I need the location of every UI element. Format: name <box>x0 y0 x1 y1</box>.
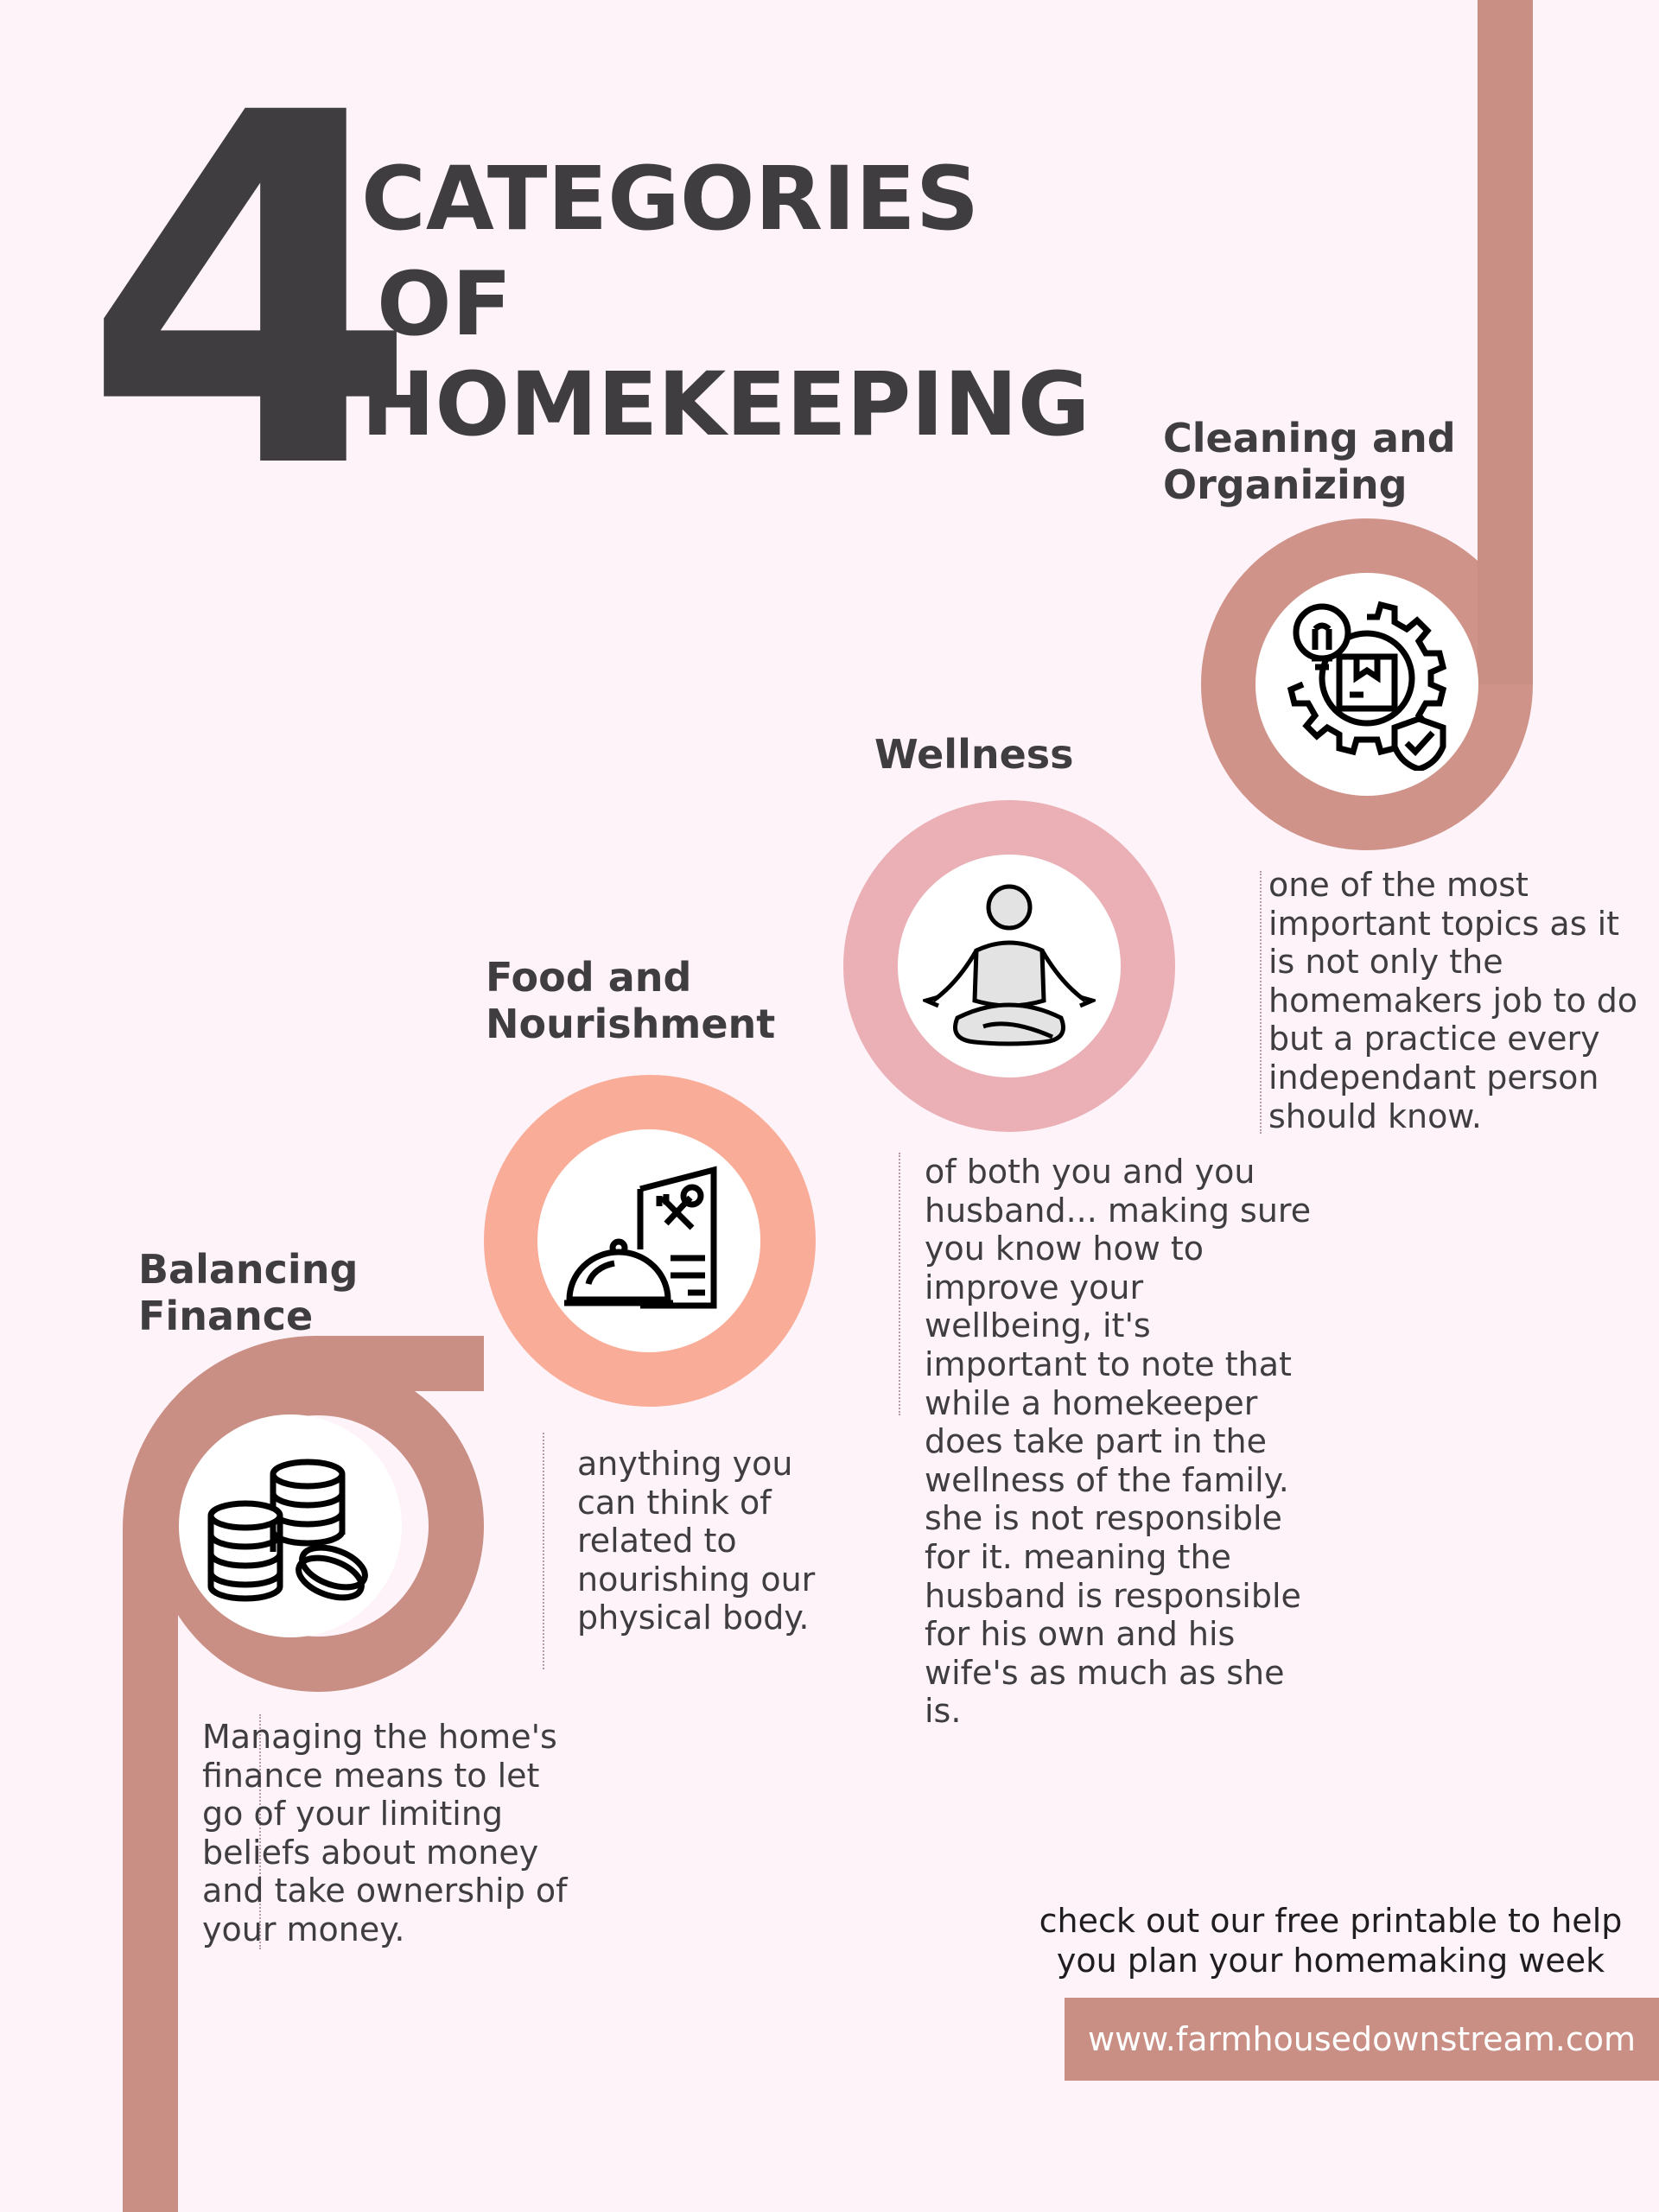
wellness-divider <box>899 1153 900 1415</box>
title-line-3: HOMEKEEPING <box>361 353 1090 456</box>
coins-icon <box>204 1440 377 1612</box>
wellness-icon-circle <box>898 855 1121 1077</box>
title-number: 4 <box>82 12 410 575</box>
menu-cloche-icon <box>563 1154 735 1327</box>
category-label-food: Food and Nourishment <box>486 954 776 1047</box>
cleaning-divider <box>1260 871 1262 1134</box>
cleaning-description: one of the most important topics as it is not only the homemakers job to do but a practice every independant person should know. <box>1268 866 1638 1135</box>
meditation-icon <box>923 880 1096 1052</box>
finance-icon-circle <box>179 1414 402 1637</box>
category-label-finance: Balancing Finance <box>138 1246 359 1339</box>
finance-description: Managing the home's finance means to let go of your limiting beliefs about money and take ownership of your money. <box>202 1718 568 1948</box>
category-label-wellness: Wellness <box>874 731 1074 778</box>
category-label-cleaning: Cleaning and Organizing <box>1163 415 1456 508</box>
printable-cta: check out our free printable to help you plan your homemaking week <box>1039 1902 1623 1980</box>
cleaning-icon-circle <box>1255 573 1478 796</box>
title-line-1: CATEGORIES <box>361 148 980 251</box>
food-description: anything you can think of related to nourishing our physical body. <box>577 1445 816 1637</box>
food-divider <box>543 1433 544 1669</box>
organizing-gear-icon <box>1281 598 1453 771</box>
wellness-description: of both you and you husband... making sure you know how to improve your wellbeing, it's important to note that while a homekeeper does take part in the wellness of the family. she is not responsible for it. meaning the husband is responsible for his own and his wife's as much as she is. <box>925 1153 1312 1731</box>
title-line-2: OF <box>377 253 512 356</box>
food-icon-circle <box>537 1129 760 1352</box>
website-link[interactable]: www.farmhousedownstream.com <box>1065 1998 1659 2081</box>
